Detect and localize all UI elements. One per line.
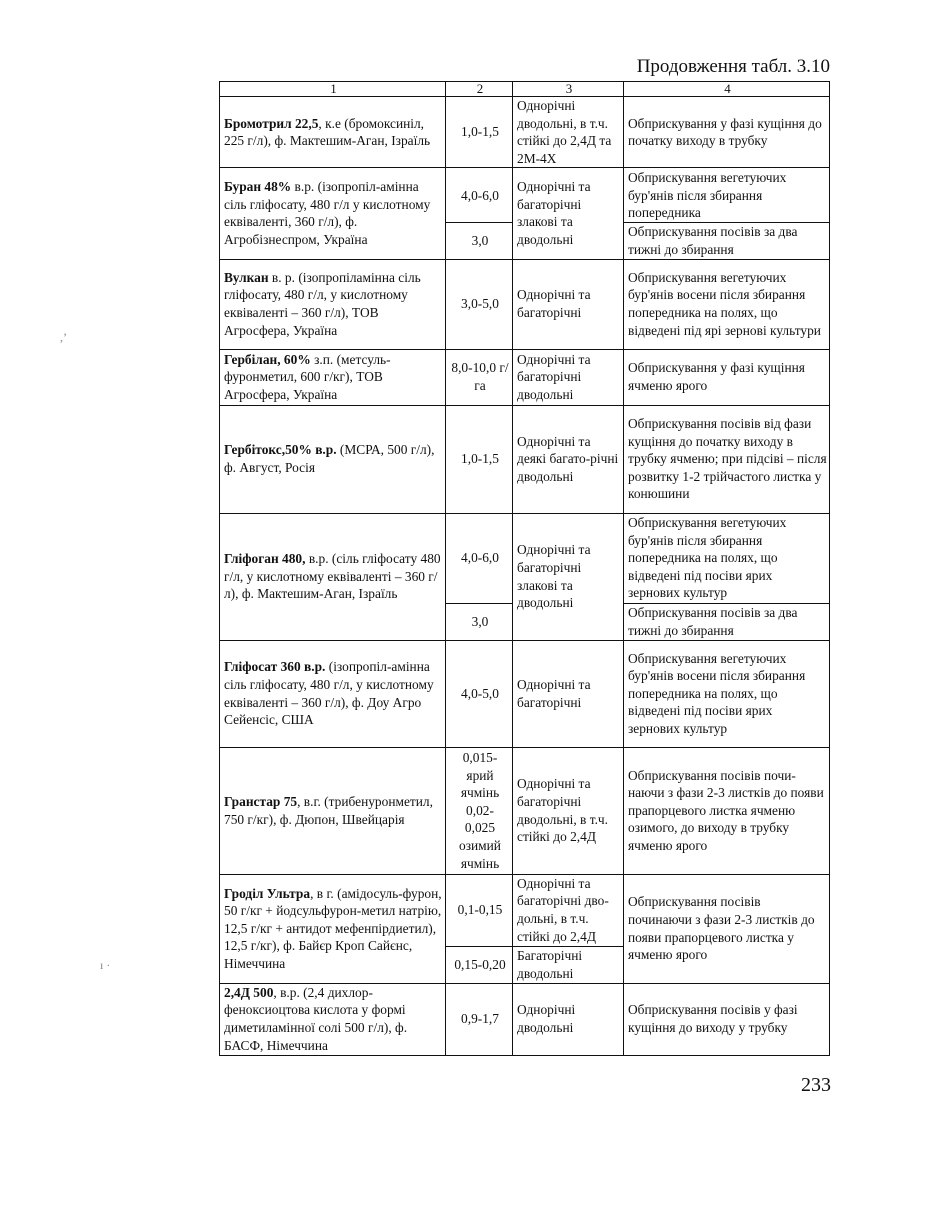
product-description: в. р. (ізопропіламінна сіль гліфосату, 480 г/л, у кислотному еквіваленті – 360 г/л), ТОВ Агросфера, Україна	[224, 269, 421, 338]
rate-cell: 0,9-1,7	[446, 983, 513, 1055]
rate-cell: 4,0-6,0	[446, 513, 513, 603]
rate-cell: 8,0-10,0 г/га	[446, 349, 513, 405]
column-header: 3	[513, 82, 624, 97]
table-row	[220, 747, 830, 874]
weed-class-cell: Однорічні та деякі багато-річні дводольні	[513, 405, 624, 513]
product-name: Бромотрил 22,5	[224, 115, 319, 131]
scan-mark: ,’	[60, 330, 67, 344]
page-number: 233	[801, 1074, 831, 1096]
product-description: (ізопропіл-амінна сіль гліфосату, 480 г/л, у кислотному еквіваленті – 360 г/л), ф. Доу Агро Сейенсіс, США	[224, 659, 434, 728]
weed-class-cell: Однорічні дводольні, в т.ч. стійкі до 2,4Д та 2М-4Х	[513, 97, 624, 168]
rate-cell: 0,15-0,20	[446, 946, 513, 983]
header-row	[220, 82, 830, 97]
product-cell	[220, 168, 446, 259]
application-cell: Обприскування посівів за два тижні до збирання	[624, 223, 830, 259]
weed-class-cell: Однорічні та багаторічні злакові та дводольні	[513, 168, 624, 259]
table-row	[220, 513, 830, 603]
table-row	[220, 983, 830, 1055]
product-name: Гроділ Ультра	[224, 885, 311, 901]
product-name: Гліфоган 480,	[224, 551, 306, 567]
rate-cell: 3,0	[446, 603, 513, 640]
product-cell	[220, 874, 446, 983]
table-row	[220, 640, 830, 747]
rate-cell: 4,0-6,0	[446, 168, 513, 223]
application-cell: Обприскування вегетуючих бур'янів восени після збирання попередника на полях, що відведені під посіви ярих зернових культур	[624, 640, 830, 747]
weed-class-cell: Однорічні дводольні	[513, 983, 624, 1055]
rate-cell: 1,0-1,5	[446, 97, 513, 168]
product-name: Буран 48%	[224, 179, 292, 195]
application-cell: Обприскування у фазі кущіння до початку виходу в трубку	[624, 97, 830, 168]
product-name: Гранстар 75	[224, 793, 298, 809]
table-row	[220, 259, 830, 349]
rate-cell: 0,015- ярий ячмінь 0,02- 0,025 озимий ячмінь	[446, 747, 513, 874]
weed-class-cell: Однорічні та багаторічні	[513, 640, 624, 747]
scan-mark: ı ·	[100, 958, 111, 972]
product-description: , к.е (бромоксиніл, 225 г/л), ф. Мактешим-Аган, Ізраїль	[224, 115, 431, 149]
product-name: Гербітокс,50% в.р.	[224, 442, 337, 458]
product-cell	[220, 640, 446, 747]
application-cell: Обприскування вегетуючих бур'янів після збирання попередника	[624, 168, 830, 223]
product-cell	[220, 97, 446, 168]
product-cell	[220, 349, 446, 405]
product-description: , в г. (амідосуль-фурон, 50 г/кг + йодсульфурон-метил натрію, 12,5 г/кг + антидот мефенпірдиетил), 12,5 г/кг), ф. Байєр Кроп Сайєнс, Німеччина	[224, 885, 442, 971]
product-description: в.р. (ізопропіл-амінна сіль гліфосату, 480 г/л у кислотному еквіваленті, 360 г/л), ф. Агробізнеспром, Україна	[224, 179, 431, 248]
application-cell: Обприскування посівів у фазі кущіння до виходу у трубку	[624, 983, 830, 1055]
product-description: , в.г. (трибенуронметил, 750 г/кг), ф. Дюпон, Швейцарія	[224, 793, 433, 827]
rate-cell: 3,0	[446, 223, 513, 259]
product-cell	[220, 513, 446, 640]
rate-cell: 1,0-1,5	[446, 405, 513, 513]
table-row	[220, 349, 830, 405]
weed-class-cell: Однорічні та багаторічні дводольні, в т.ч. стійкі до 2,4Д	[513, 747, 624, 874]
table-row	[220, 405, 830, 513]
product-name: Вулкан	[224, 269, 269, 285]
rate-cell: 4,0-5,0	[446, 640, 513, 747]
product-description: (МСРА, 500 г/л), ф. Август, Росія	[224, 442, 435, 476]
table-continuation-caption: Продовження табл. 3.10	[636, 56, 830, 77]
product-cell	[220, 747, 446, 874]
application-cell: Обприскування посівів почи-наючи з фази 2-3 листків до появи прапорцевого листка ячменю озимого, до виходу в трубку ячменю ярого	[624, 747, 830, 874]
rate-cell: 3,0-5,0	[446, 259, 513, 349]
product-description: в.р. (сіль гліфосату 480 г/л, у кислотному еквіваленті – 360 г/л), ф. Мактешим-Аган, Ізраїль	[224, 551, 441, 602]
weed-class-cell: Багаторічні дводольні	[513, 946, 624, 983]
rate-cell: 0,1-0,15	[446, 874, 513, 946]
product-name: 2,4Д 500	[224, 984, 274, 1000]
table-row	[220, 97, 830, 168]
weed-class-cell: Однорічні та багаторічні дводольні	[513, 349, 624, 405]
weed-class-cell: Однорічні та багаторічні	[513, 259, 624, 349]
application-cell: Обприскування вегетуючих бур'янів восени після збирання попередника на полях, що відведені під ярі зернові культури	[624, 259, 830, 349]
table-row	[220, 874, 830, 946]
application-cell: Обприскування посівів починаючи з фази 2-3 листків до появи прапорцевого листка у ячменю ярого	[624, 874, 830, 983]
column-header: 4	[624, 82, 830, 97]
application-cell: Обприскування у фазі кущіння ячменю ярого	[624, 349, 830, 405]
product-cell	[220, 405, 446, 513]
column-header: 2	[446, 82, 513, 97]
application-cell: Обприскування вегетуючих бур'янів після збирання попередника на полях, що відведені під посіви ярих зернових культур	[624, 513, 830, 603]
product-name: Гербілан, 60%	[224, 351, 311, 367]
column-header: 1	[220, 82, 446, 97]
product-cell	[220, 259, 446, 349]
weed-class-cell: Однорічні та багаторічні злакові та дводольні	[513, 513, 624, 640]
product-cell	[220, 983, 446, 1055]
product-description: з.п. (метсуль-фуронметил, 600 г/кг), ТОВ Агросфера, Україна	[224, 351, 391, 402]
application-cell: Обприскування посівів за два тижні до збирання	[624, 603, 830, 640]
product-description: , в.р. (2,4 дихлор-феноксиоцтова кислота у формі диметиламінної солі 500 г/л), ф. БАСФ, Німеччина	[224, 984, 408, 1053]
table-row	[220, 168, 830, 223]
weed-class-cell: Однорічні та багаторічні дво-дольні, в т.ч. стійкі до 2,4Д	[513, 874, 624, 946]
herbicide-table	[219, 81, 830, 1056]
product-name: Гліфосат 360 в.р.	[224, 659, 326, 675]
application-cell: Обприскування посівів від фази кущіння до початку виходу в трубку ячменю; при підсіві – після розвитку 1-2 трійчастого листка у конюшини	[624, 405, 830, 513]
